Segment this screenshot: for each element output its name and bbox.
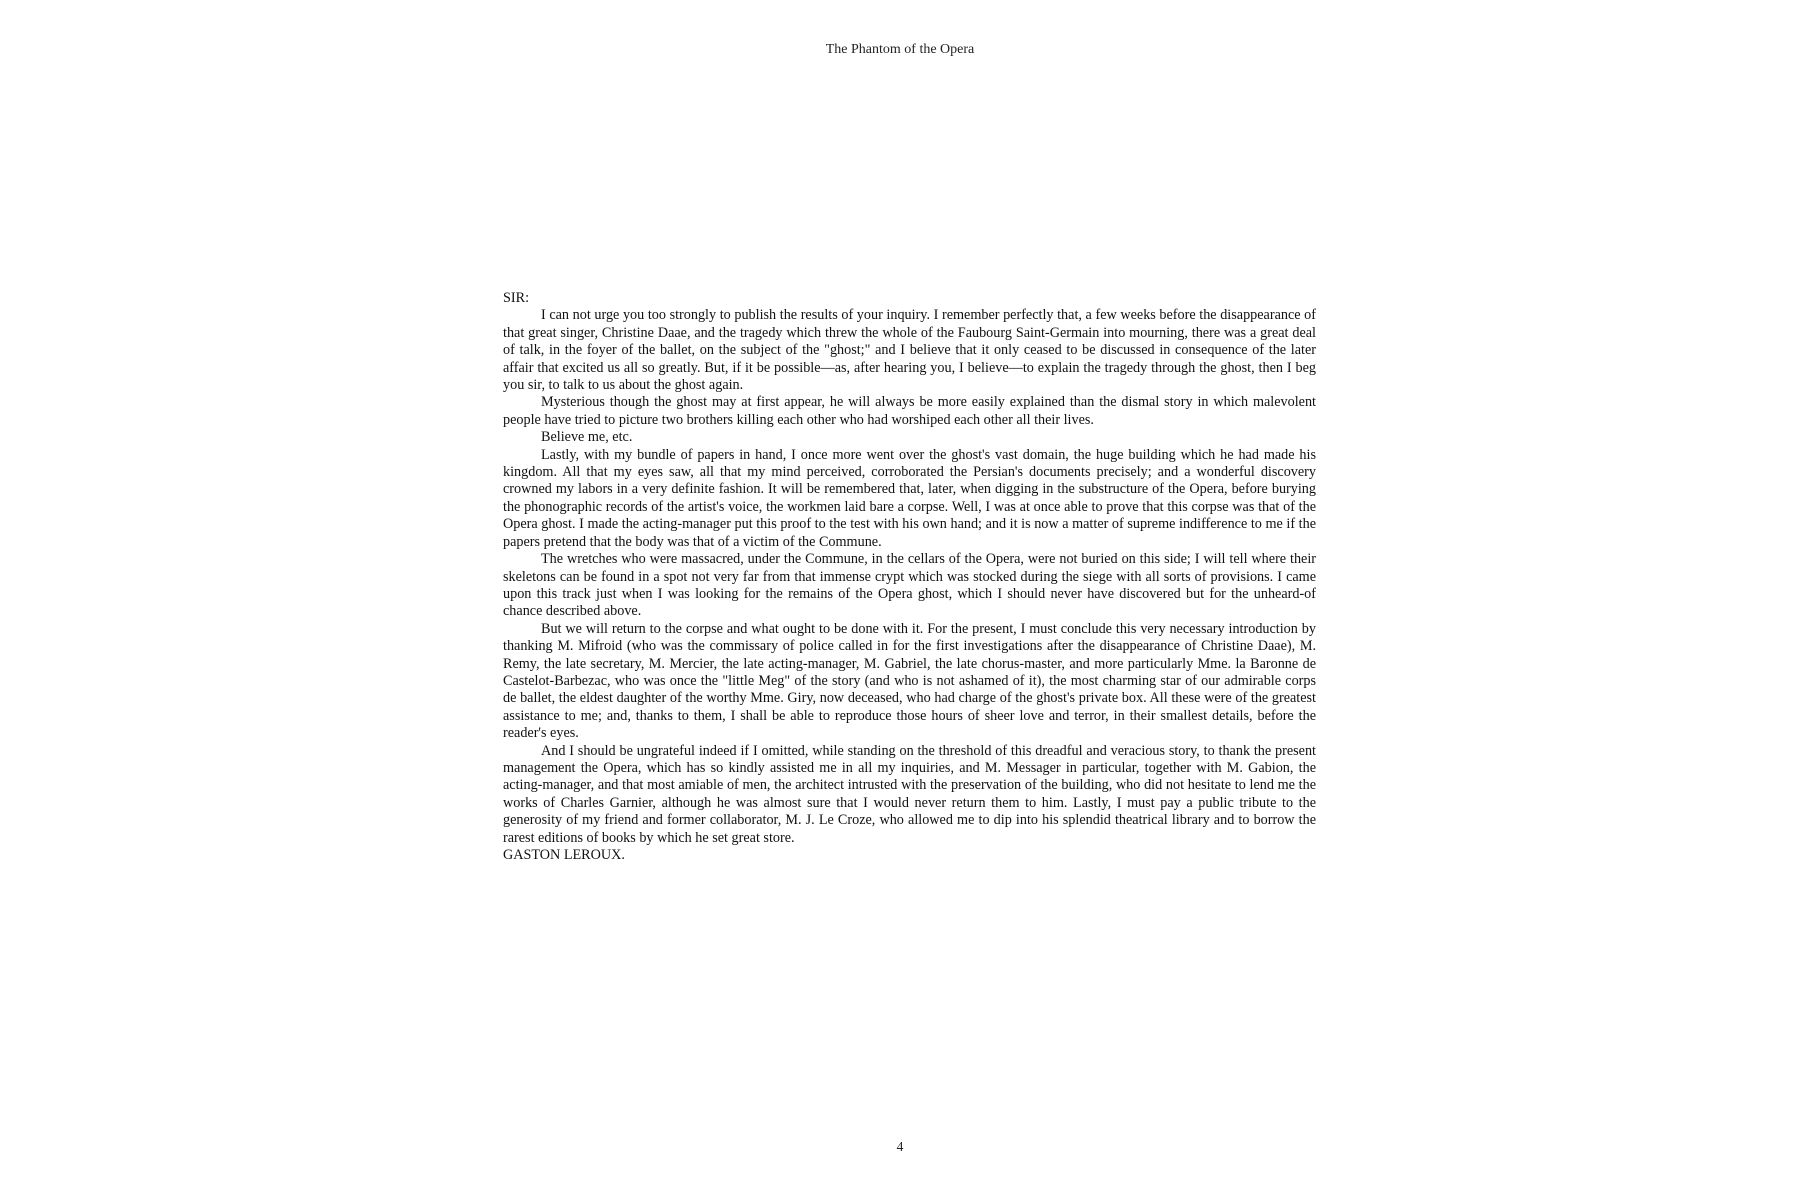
letter-salutation: SIR: xyxy=(503,290,530,306)
letter-paragraph: I can not urge you too strongly to publish the results of your inquiry. I remember perfectly that, a few weeks before the disappearance of that great singer, Christine Daae, and the tragedy which threw the whole of the Faubourg Saint-Germain into mourning, there was a great deal of talk, in the foyer of the ballet, on the subject of the "ghost;" and I believe that it only ceased to be discussed in consequence of the later affair that excited us all so greatly. But, if it be possible—as, after hearing you, I believe—to explain the tragedy through the ghost, then I beg you sir, to talk to us about the ghost again. xyxy=(503,307,1316,394)
body-paragraph: But we will return to the corpse and what ought to be done with it. For the present, I must conclude this very necessary introduction by thanking M. Mifroid (who was the commissary of police called in for the first investigations after the disappearance of Christine Daae), M. Remy, the late secretary, M. Mercier, the late acting-manager, M. Gabriel, the late chorus-master, and more particularly Mme. la Baronne de Castelot-Barbezac, who was once the "little Meg" of the story (and who is not ashamed of it), the most charming star of our admirable corps de ballet, the eldest daughter of the worthy Mme. Giry, now deceased, who had charge of the ghost's private box. All these were of the greatest assistance to me; and, thanks to them, I shall be able to reproduce those hours of sheer love and terror, in their smallest details, before the reader's eyes. xyxy=(503,620,1316,742)
page-body xyxy=(503,290,1316,864)
page-number: 4 xyxy=(896,1139,904,1154)
author-signature: GASTON LEROUX. xyxy=(503,847,625,863)
body-paragraph: Lastly, with my bundle of papers in hand, I once more went over the ghost's vast domain, the huge building which he had made his kingdom. All that my eyes saw, all that my mind perceived, corroborated the Persian's documents precisely; and a wonderful discovery crowned my labors in a very definite fashion. It will be remembered that, later, when digging in the substructure of the Opera, before burying the phonographic records of the artist's voice, the workmen laid bare a corpse. Well, I was at once able to prove that this corpse was that of the Opera ghost. I made the acting-manager put this proof to the test with his own hand; and it is now a matter of supreme indifference to me if the papers pretend that the body was that of a victim of the Commune. xyxy=(503,446,1316,550)
running-header: The Phantom of the Opera xyxy=(825,42,975,57)
body-paragraph: And I should be ungrateful indeed if I omitted, while standing on the threshold of this dreadful and veracious story, to thank the present management the Opera, which has so kindly assisted me in all my inquiries, and M. Messager in particular, together with M. Gabion, the acting-manager, and that most amiable of men, the architect intrusted with the preservation of the building, who did not hesitate to lend me the works of Charles Garnier, although he was almost sure that I would never return them to him. Lastly, I must pay a public tribute to the generosity of my friend and former collaborator, M. J. Le Croze, who allowed me to dip into his splendid theatrical library and to borrow the rarest editions of books by which he set great store. xyxy=(503,742,1316,846)
body-paragraph: The wretches who were massacred, under the Commune, in the cellars of the Opera, were not buried on this side; I will tell where their skeletons can be found in a spot not very far from that immense crypt which was stocked during the siege with all sorts of provisions. I came upon this track just when I was looking for the remains of the Opera ghost, which I should never have discovered but for the unheard-of chance described above. xyxy=(503,551,1316,620)
letter-paragraph: Mysterious though the ghost may at first appear, he will always be more easily explained than the dismal story in which malevolent people have tried to picture two brothers killing each other who had worshiped each other all their lives. xyxy=(503,394,1316,428)
letter-closing: Believe me, etc. xyxy=(541,429,633,446)
